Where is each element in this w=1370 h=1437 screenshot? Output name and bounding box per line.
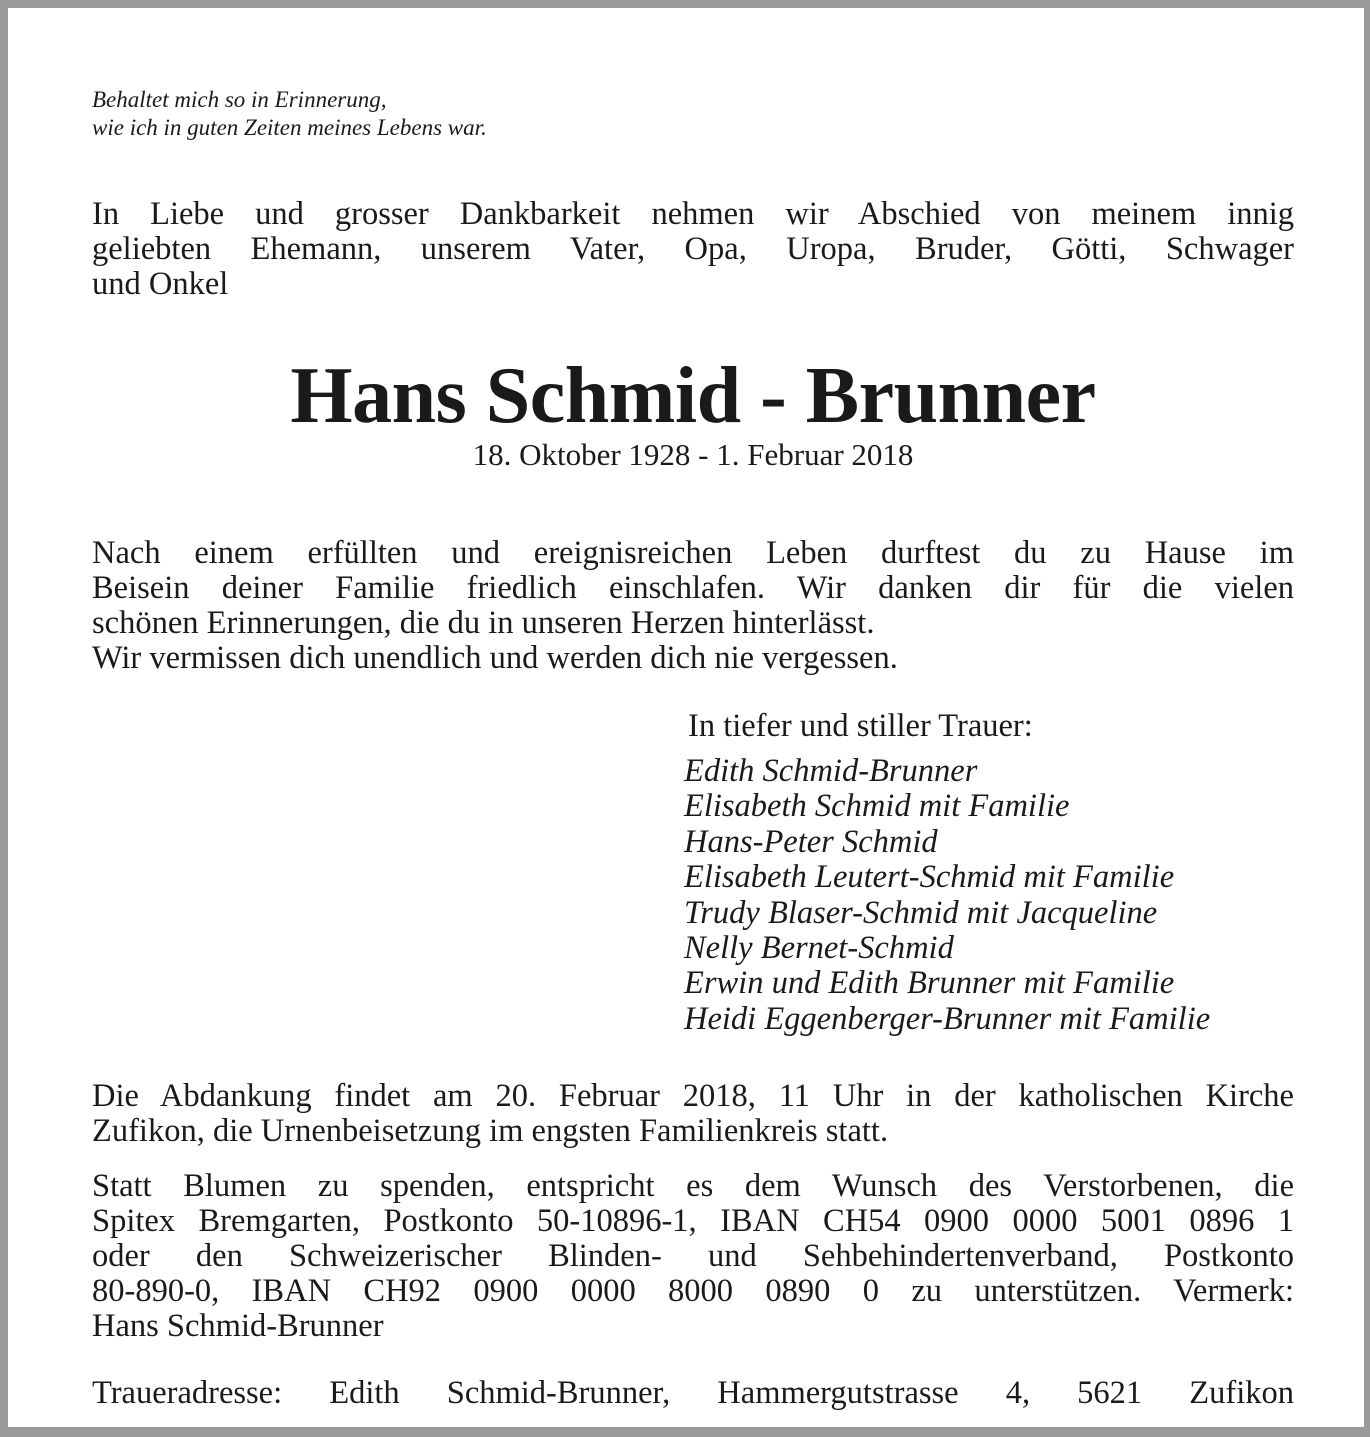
life-dates: 18. Oktober 1928 - 1. Februar 2018 [472,437,914,472]
intro-paragraph [92,197,1294,302]
donation-line: 80-890-0, IBAN CH92 0900 0000 8000 0890 0 zu unterstützen. Vermerk: [92,1273,1294,1310]
obituary-content [92,86,1294,1411]
motto [92,86,1294,142]
mourner-name: Trudy Blaser-Schmid mit Jacqueline [684,894,1158,931]
funeral-line: Zufikon, die Urnenbeisetzung im engsten Familienkreis statt. [92,1113,889,1150]
intro-line: und Onkel [92,266,229,302]
mourner-name: Elisabeth Schmid mit Familie [684,788,1070,825]
life-line: Beisein deiner Familie friedlich einschlafen. Wir danken dir für die vielen [92,570,1294,606]
motto-line: Behaltet mich so in Erinnerung, [92,87,387,112]
address-paragraph [92,1376,1294,1411]
mourner-name: Hans-Peter Schmid [684,823,938,860]
address-line: Traueradresse: Edith Schmid-Brunner, Hammergutstrasse 4, 5621 Zufikon [92,1375,1294,1412]
funeral-paragraph [92,1079,1294,1149]
donation-line: oder den Schweizerischer Blinden- und Sehbehindertenverband, Postkonto [92,1238,1294,1275]
mourner-name: Erwin und Edith Brunner mit Familie [684,965,1175,1002]
mourners-block [684,709,1294,1037]
intro-line: In Liebe und grosser Dankbarkeit nehmen wir Abschied von meinem innig [92,196,1294,232]
mourner-name: Elisabeth Leutert-Schmid mit Familie [684,859,1175,896]
mourner-name: Heidi Eggenberger-Brunner mit Familie [684,1000,1211,1037]
donation-line: Statt Blumen zu spenden, entspricht es dem Wunsch des Verstorbenen, die [92,1168,1294,1205]
life-line: Nach einem erfüllten und ereignisreichen Leben durftest du zu Hause im [92,535,1294,571]
life-line: schönen Erinnerungen, die du in unseren Herzen hinterlässt. [92,605,875,641]
mourner-name: Nelly Bernet-Schmid [684,930,954,967]
mourners-heading: In tiefer und stiller Trauer: [688,708,1033,744]
donation-line: Hans Schmid-Brunner [92,1308,384,1345]
motto-line: wie ich in guten Zeiten meines Lebens war. [92,115,487,140]
mourners-list [684,754,1294,1037]
intro-line: geliebten Ehemann, unserem Vater, Opa, Uropa, Bruder, Götti, Schwager [92,231,1294,267]
life-line: Wir vermissen dich unendlich und werden dich nie vergessen. [92,640,898,676]
donation-line: Spitex Bremgarten, Postkonto 50-10896-1, IBAN CH54 0900 0000 5001 0896 1 [92,1203,1294,1240]
funeral-line: Die Abdankung findet am 20. Februar 2018, 11 Uhr in der katholischen Kirche [92,1078,1294,1115]
mourner-name: Edith Schmid-Brunner [684,753,978,789]
life-paragraph [92,536,1294,676]
deceased-name: Hans Schmid - Brunner [290,352,1096,440]
donation-paragraph [92,1169,1294,1344]
